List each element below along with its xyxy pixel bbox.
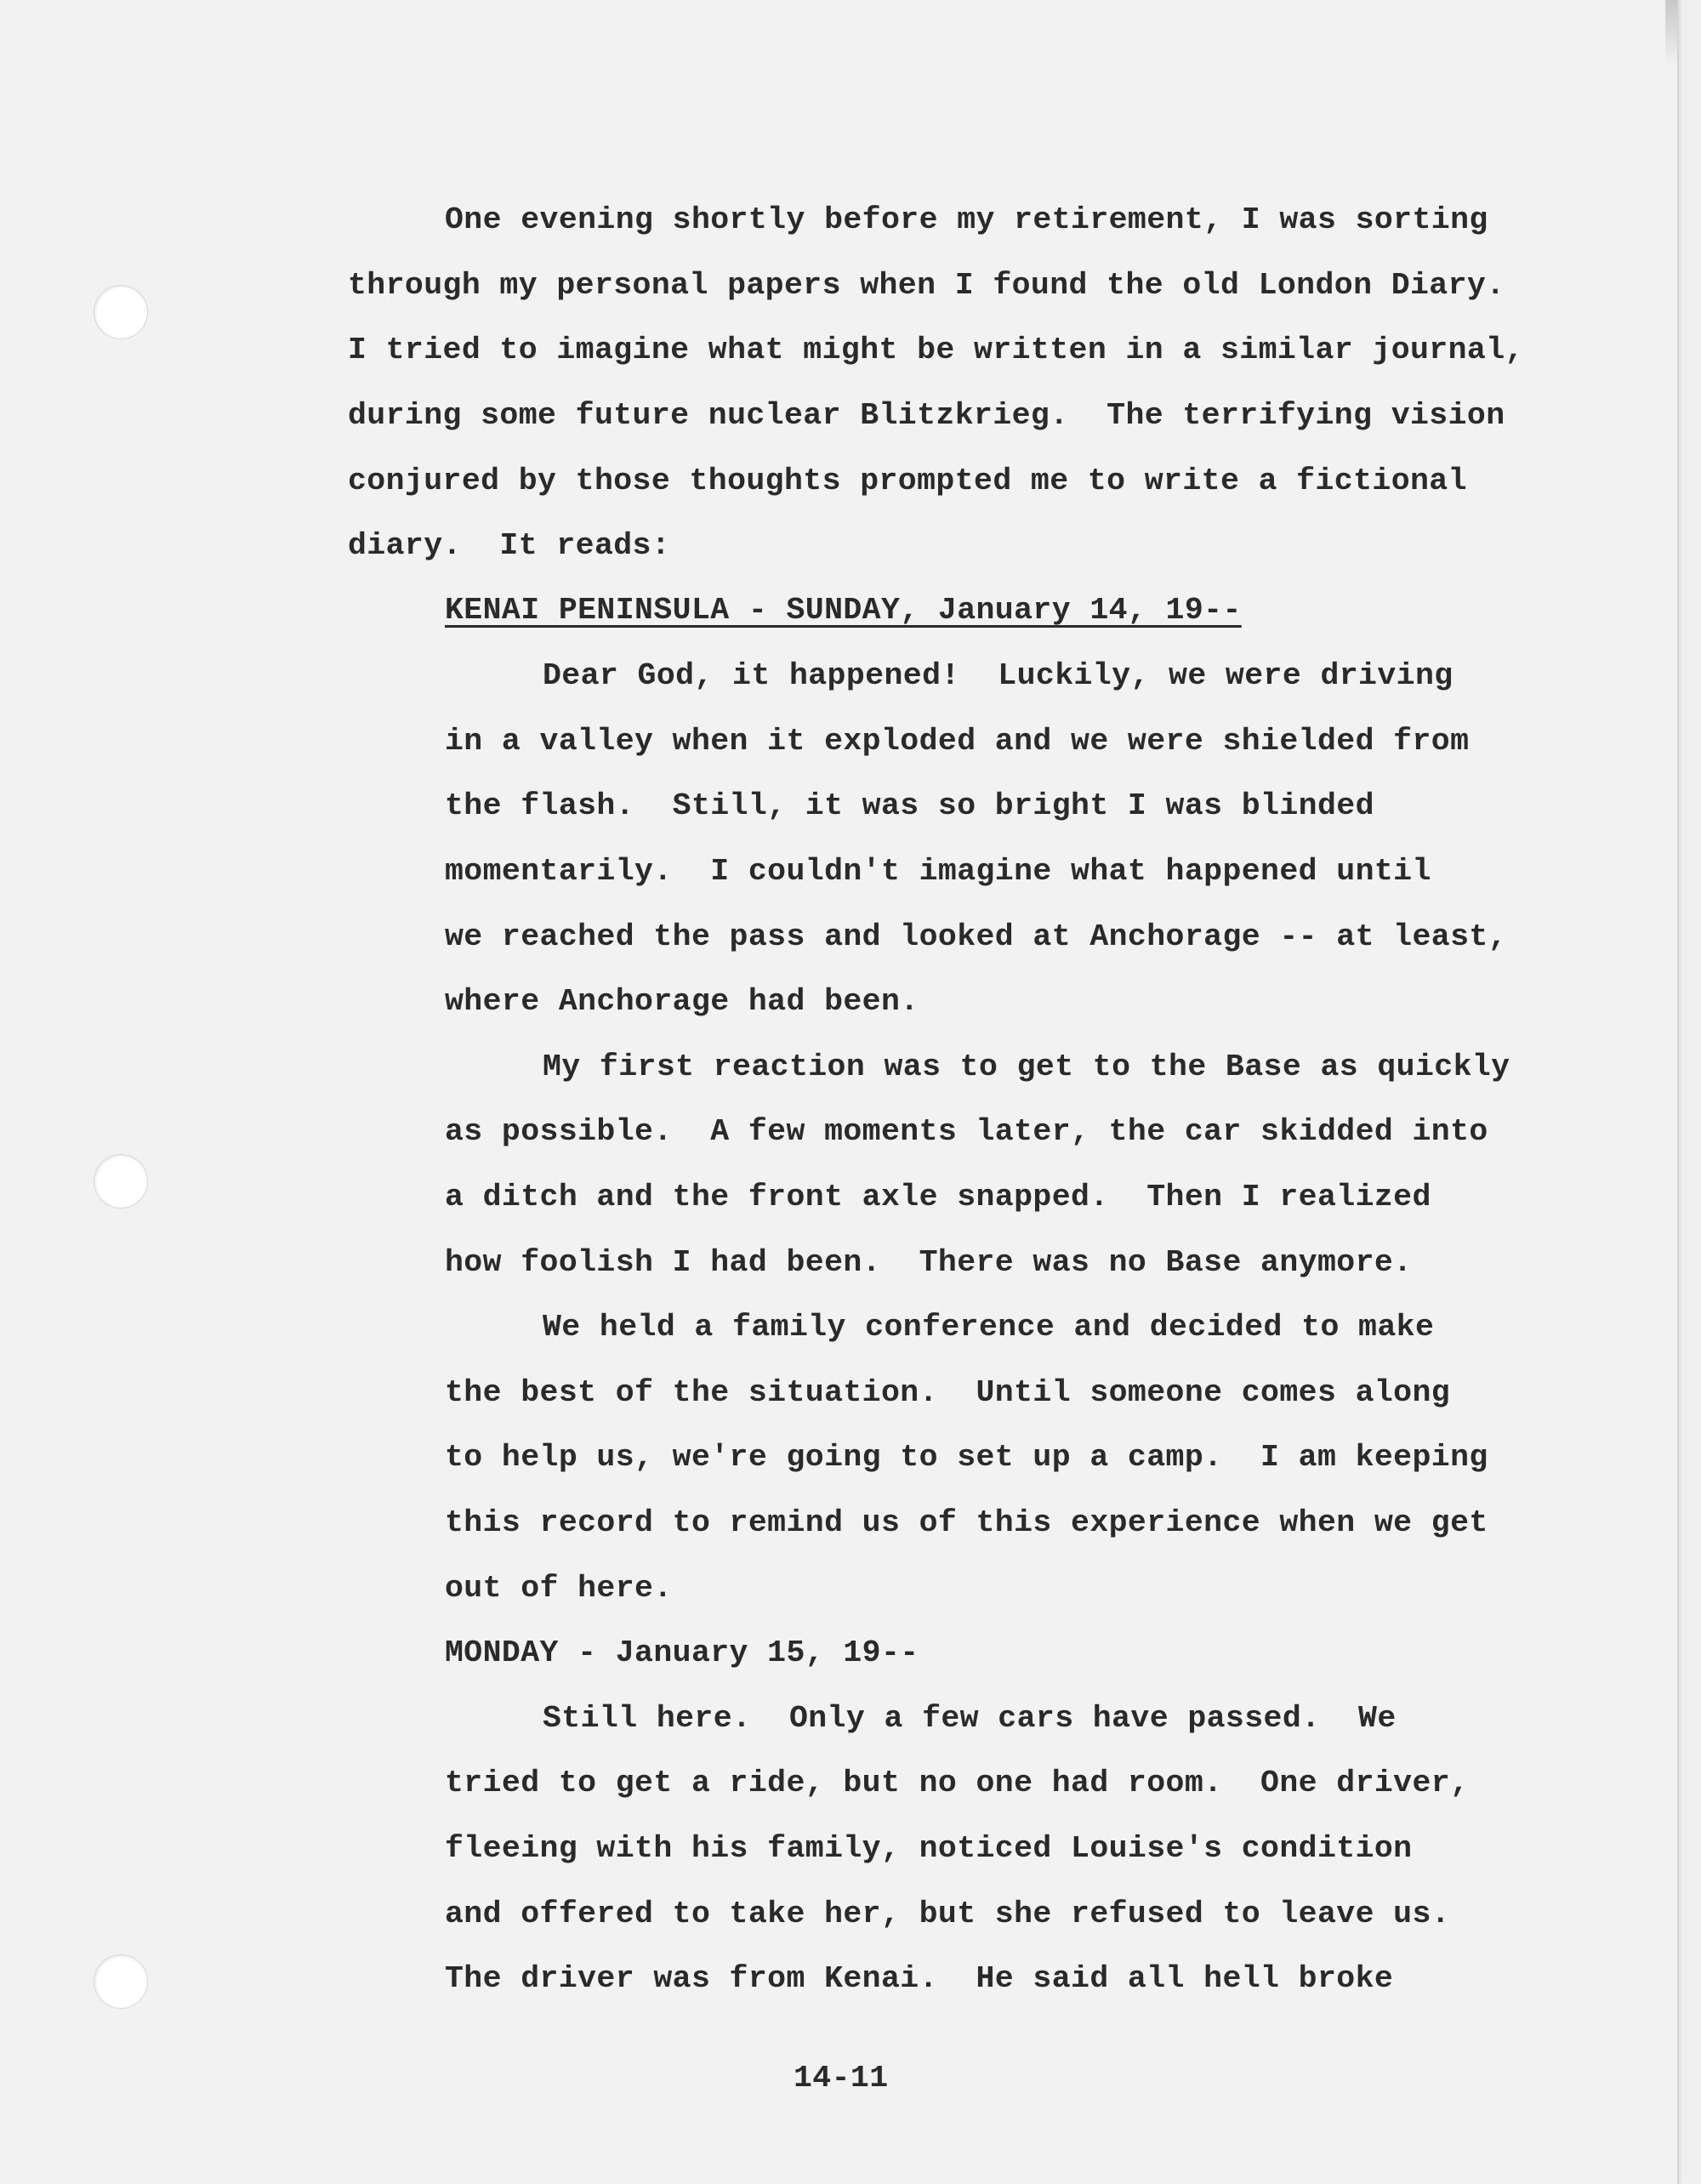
binder-punch-hole: [94, 1954, 148, 2009]
text-line: we reached the pass and looked at Anchorage -- at least,: [445, 919, 1507, 954]
text-line: to help us, we're going to set up a camp. I am keeping: [445, 1440, 1488, 1475]
text-line: through my personal papers when I found the old London Diary.: [348, 268, 1505, 303]
text-line: the flash. Still, it was so bright I was blinded: [445, 788, 1374, 823]
binder-punch-hole: [94, 1154, 148, 1209]
text-line: conjured by those thoughts prompted me to write a fictional: [348, 464, 1467, 498]
diary-entry-heading-monday: MONDAY - January 15, 19--: [445, 1635, 919, 1670]
page-edge-shadow: [1665, 0, 1677, 68]
text-line: the best of the situation. Until someone comes along: [445, 1375, 1451, 1410]
text-line: how foolish I had been. There was no Base anymore.: [445, 1245, 1413, 1280]
text-line: momentarily. I couldn't imagine what happened until: [445, 854, 1431, 889]
text-line: where Anchorage had been.: [445, 984, 919, 1019]
diary-entry-heading-sunday: KENAI PENINSULA - SUNDAY, January 14, 19--: [445, 593, 1242, 628]
text-line: tried to get a ride, but no one had room. One driver,: [445, 1766, 1470, 1800]
text-line: as possible. A few moments later, the car skidded into: [445, 1114, 1488, 1149]
text-line: in a valley when it exploded and we were shielded from: [445, 724, 1470, 759]
text-line: I tried to imagine what might be written in a similar journal,: [348, 333, 1524, 367]
text-line: during some future nuclear Blitzkrieg. The terrifying vision: [348, 398, 1505, 433]
binder-punch-hole: [94, 285, 148, 339]
page-number: 14-11: [794, 2061, 889, 2096]
text-line: The driver was from Kenai. He said all hell broke: [445, 1961, 1394, 1996]
text-line: diary. It reads:: [348, 528, 671, 563]
text-line: a ditch and the front axle snapped. Then I realized: [445, 1180, 1431, 1214]
text-line: fleeing with his family, noticed Louise's condition: [445, 1831, 1413, 1866]
text-line: out of here.: [445, 1571, 673, 1606]
text-line: this record to remind us of this experience when we get: [445, 1505, 1488, 1540]
text-line: One evening shortly before my retirement, I was sorting: [445, 202, 1488, 237]
text-line: Dear God, it happened! Luckily, we were driving: [543, 658, 1454, 693]
text-line: We held a family conference and decided to make: [543, 1310, 1435, 1345]
text-line: and offered to take her, but she refused to leave us.: [445, 1897, 1451, 1931]
text-line: Still here. Only a few cars have passed. We: [543, 1701, 1397, 1736]
text-line: My first reaction was to get to the Base as quickly: [543, 1049, 1510, 1084]
